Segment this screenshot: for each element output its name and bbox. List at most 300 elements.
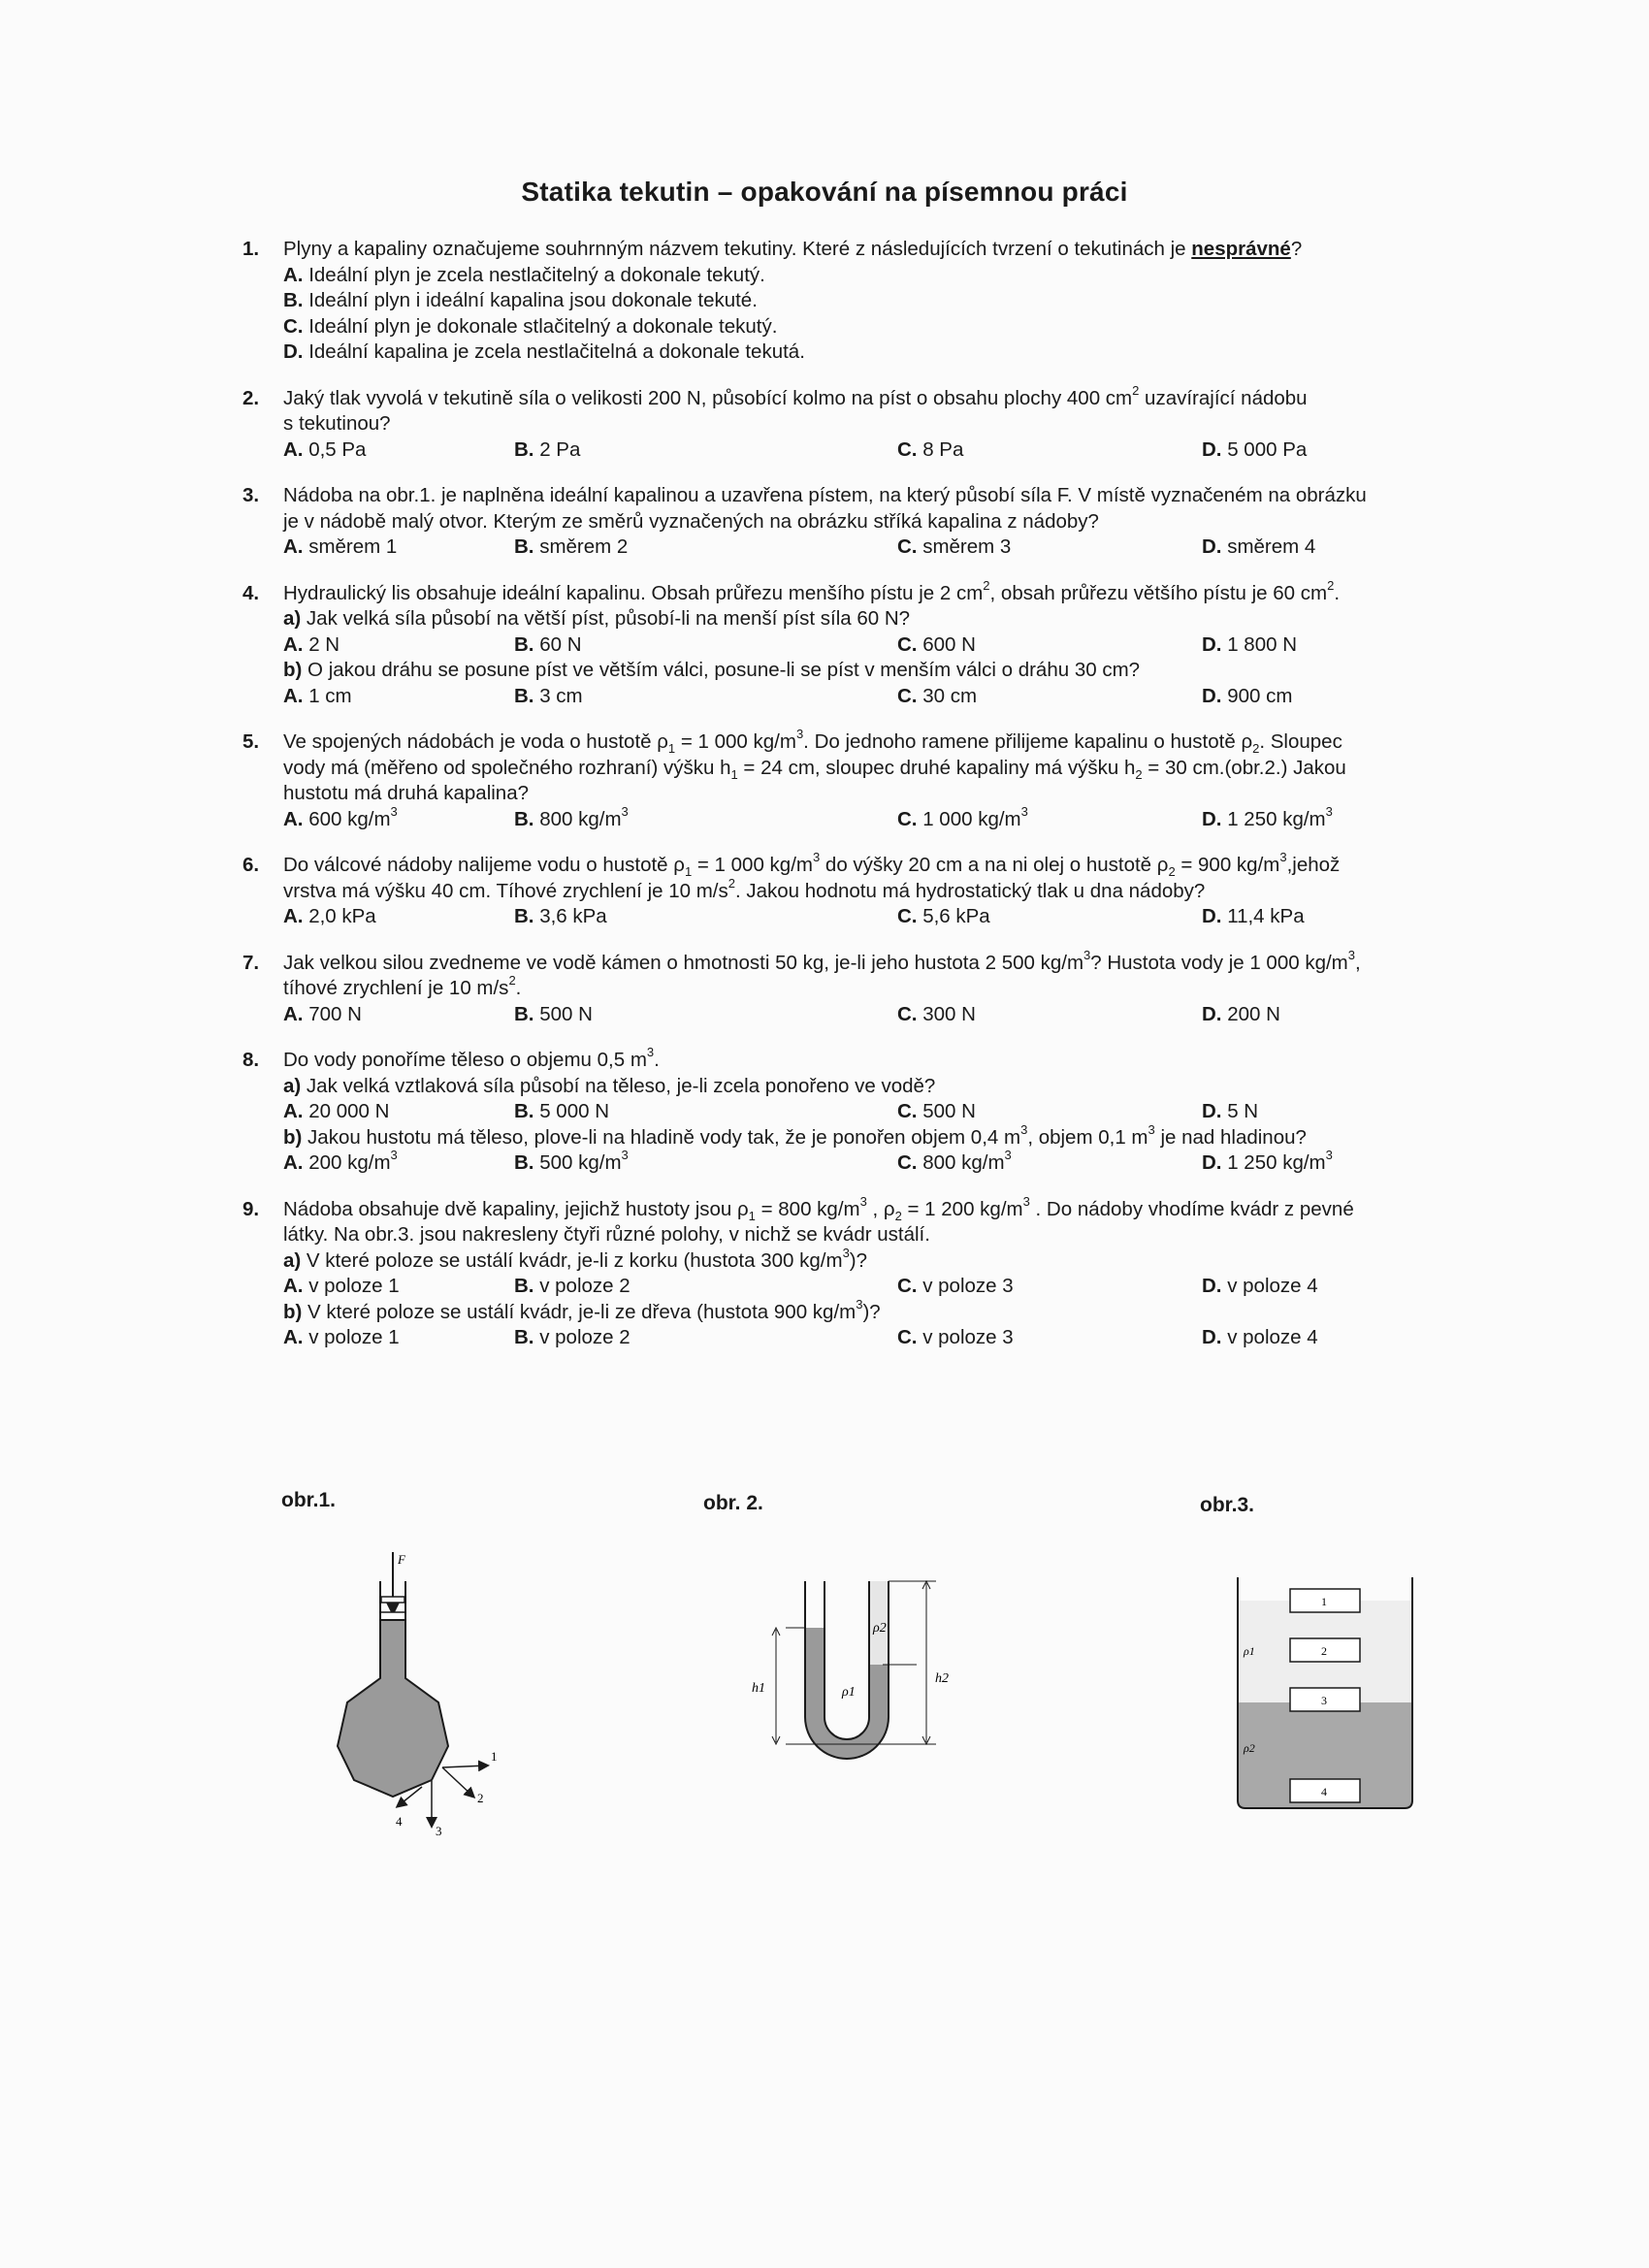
text-segment: 20 000 N [303, 1100, 390, 1122]
option-letter: C. [897, 905, 918, 927]
subscript: 2 [894, 1208, 902, 1223]
superscript: 3 [1325, 803, 1333, 819]
text-segment: uzavírající nádobu [1139, 386, 1308, 409]
question-number: 3. [242, 484, 260, 506]
answer-option-d [1202, 437, 1307, 464]
answer-option-b [514, 684, 583, 710]
text-segment: O jakou dráhu se posune píst ve větším válci, posune-li se píst v menším válci o dráhu 30 cm? [302, 659, 1141, 681]
question-text-line [283, 577, 1494, 607]
question-text-line [283, 729, 1494, 756]
question-text-line [283, 288, 1494, 314]
text-segment: tíhové zrychlení je 10 m/s [283, 977, 509, 999]
direction-1-label: 1 [491, 1749, 498, 1764]
option-letter: B. [514, 905, 534, 927]
text-segment: 800 kg/m [534, 807, 622, 830]
text-segment: Jak velkou silou zvedneme ve vodě kámen o hmotnosti 50 kg, je-li jeho hustota 2 500 kg/m [283, 951, 1084, 974]
question-number: 8. [242, 1049, 260, 1071]
answer-option-b [514, 437, 580, 464]
superscript: 2 [1327, 577, 1335, 593]
text-segment: 8 Pa [917, 437, 964, 461]
text-segment: vrstva má výšku 40 cm. Tíhové zrychlení je 10 m/s [283, 879, 728, 902]
question-text-line [283, 973, 1494, 1002]
option-letter: B. [514, 632, 534, 656]
option-letter: A. [283, 684, 304, 707]
question-text-line [283, 483, 1494, 509]
superscript: 2 [983, 577, 990, 593]
text-segment: v poloze 3 [917, 1326, 1014, 1348]
text-segment: . [515, 977, 522, 999]
text-segment: 30 cm [917, 684, 978, 707]
block-3-label: 3 [1321, 1694, 1327, 1707]
block-2-label: 2 [1321, 1644, 1327, 1658]
answer-option-c [897, 1150, 1012, 1177]
question-text-line [283, 756, 1494, 782]
question-text-line [283, 606, 1494, 632]
answer-option-b [514, 1099, 609, 1125]
option-letter: A. [283, 263, 304, 286]
answer-option-a [283, 1274, 400, 1300]
subscript: 1 [730, 766, 738, 782]
answer-option-d [1202, 1002, 1280, 1028]
direction-4-label: 4 [396, 1814, 403, 1829]
superscript: 3 [390, 803, 398, 819]
text-segment: . Jakou hodnotu má hydrostatický tlak u dna nádoby? [734, 879, 1206, 902]
text-segment: Ideální kapalina je zcela nestlačitelná a dokonale tekutá. [303, 340, 805, 363]
text-segment: Ideální plyn i ideální kapalina jsou dokonale tekuté. [303, 289, 758, 311]
fig3-beaker-diagram [1232, 1571, 1426, 1814]
h2-label: h2 [935, 1671, 949, 1686]
text-segment: 500 kg/m [534, 1151, 622, 1174]
answer-option-b [514, 1325, 630, 1351]
text-segment: Nádoba na obr.1. je naplněna ideální kapalinou a uzavřena pístem, na který působí síla F. V místě vyznačeném na obrázku [283, 484, 1367, 506]
text-segment: . Sloupec [1259, 730, 1342, 753]
text-segment: Plyny a kapaliny označujeme souhrnným názvem tekutiny. Které z následujících tvrzení o tekutinách je [283, 238, 1192, 260]
answer-option-d [1202, 632, 1297, 659]
text-segment: 200 kg/m [303, 1151, 391, 1174]
text-segment: 2 Pa [534, 437, 581, 461]
emphasis-text: nesprávné [1191, 238, 1291, 260]
text-segment: , obsah průřezu většího pístu je 60 cm [989, 581, 1328, 604]
text-segment: ? Hustota vody je 1 000 kg/m [1090, 951, 1348, 974]
answer-option-b [514, 632, 582, 659]
option-letter: D. [1202, 1100, 1222, 1122]
text-segment: . Do jednoho ramene přilijeme kapalinu o hustotě ρ [803, 730, 1253, 753]
text-segment: vody má (měřeno od společného rozhraní) výšku h [283, 756, 731, 779]
question-number: 2. [242, 386, 260, 409]
text-segment: , ρ [866, 1197, 895, 1220]
option-letter: D. [1202, 1151, 1222, 1174]
text-segment: ? [1290, 238, 1303, 260]
option-letter: D. [1202, 437, 1222, 461]
answer-options-row [283, 1150, 1494, 1177]
h1-label: h1 [752, 1681, 765, 1696]
text-segment: = 1 200 kg/m [901, 1197, 1023, 1220]
text-segment: Jaký tlak vyvolá v tekutině síla o velikosti 200 N, působící kolmo na píst o obsahu plochy 400 cm [283, 386, 1133, 409]
superscript: 3 [1325, 1148, 1333, 1163]
option-letter: D. [1202, 1002, 1222, 1025]
page-title: Statika tekutin – opakování na písemnou práci [521, 177, 1128, 207]
answer-option-a [283, 803, 398, 833]
option-letter: A. [283, 632, 304, 656]
option-letter: A. [283, 1002, 304, 1025]
option-letter: A. [283, 535, 304, 558]
superscript: 3 [1083, 947, 1091, 962]
text-segment: = 24 cm, sloupec druhé kapaliny má výšku h [737, 756, 1136, 779]
text-segment: )? [862, 1300, 881, 1323]
option-letter: D. [1202, 807, 1222, 830]
text-segment: v poloze 2 [534, 1275, 630, 1297]
answer-options-row [283, 437, 1494, 464]
text-segment: = 30 cm.(obr.2.) Jakou [1142, 756, 1346, 779]
option-letter: C. [897, 1275, 918, 1297]
question-text-line [283, 411, 1494, 437]
superscript: 3 [621, 803, 629, 819]
question-text-line [283, 1296, 1494, 1326]
question-text-line [283, 850, 1494, 880]
option-letter: B. [514, 535, 534, 558]
text-segment: 5 N [1221, 1100, 1259, 1122]
option-letter: C. [897, 1151, 918, 1174]
superscript: 2 [508, 973, 516, 988]
option-letter: D. [1202, 632, 1222, 656]
text-segment: . Do nádoby vhodíme kvádr z pevné [1029, 1197, 1354, 1220]
answer-option-a [283, 1002, 362, 1028]
option-letter: B. [514, 1151, 534, 1174]
question-text-line [283, 1245, 1494, 1275]
superscript: 2 [728, 875, 735, 891]
text-segment: v poloze 1 [303, 1326, 400, 1348]
direction-1-arrow [442, 1766, 487, 1767]
text-segment: Jak velká síla působí na větší píst, působí-li na menší píst síla 60 N? [301, 607, 911, 630]
option-letter: B. [514, 684, 534, 707]
answer-option-d [1202, 535, 1315, 561]
option-letter: B. [283, 289, 304, 311]
question-text-line [283, 263, 1494, 289]
option-letter: C. [897, 1326, 918, 1348]
question-list [242, 237, 1494, 1372]
text-segment: Ideální plyn je zcela nestlačitelný a dokonale tekutý. [303, 263, 765, 286]
question-3 [242, 483, 1494, 561]
text-segment: 700 N [303, 1002, 362, 1025]
question-text-line [283, 314, 1494, 340]
text-segment: v poloze 1 [303, 1275, 400, 1297]
block-1-label: 1 [1321, 1595, 1327, 1608]
option-letter: A. [283, 1100, 304, 1122]
block-4-label: 4 [1321, 1785, 1327, 1798]
question-1 [242, 237, 1494, 366]
answer-option-c [897, 904, 990, 930]
option-letter: B. [514, 1100, 534, 1122]
option-letter: a) [283, 607, 302, 630]
superscript: 3 [856, 1296, 863, 1312]
text-segment: 900 cm [1221, 684, 1293, 707]
text-segment: 5 000 N [534, 1100, 609, 1122]
direction-2-label: 2 [477, 1791, 484, 1805]
text-segment: je nad hladinou? [1154, 1125, 1307, 1149]
text-segment: do výšky 20 cm a na ni olej o hustotě ρ [820, 854, 1169, 876]
question-text-line [283, 875, 1494, 905]
text-segment: směrem 4 [1221, 535, 1316, 558]
direction-2-arrow [442, 1767, 473, 1797]
rho1-label: ρ1 [1244, 1644, 1255, 1658]
text-segment: 200 N [1221, 1002, 1280, 1025]
answer-option-b [514, 1274, 630, 1300]
question-text-line [283, 1045, 1494, 1074]
text-segment: 500 N [917, 1100, 976, 1122]
option-letter: C. [897, 632, 918, 656]
question-text-line [283, 658, 1494, 684]
answer-option-c [897, 632, 976, 659]
text-segment: . [654, 1049, 660, 1071]
text-segment: Jakou hustotu má těleso, plove-li na hladině vody tak, že je ponořen objem 0,4 m [302, 1125, 1021, 1149]
text-segment: 1 250 kg/m [1221, 807, 1326, 830]
text-segment: 60 N [534, 632, 582, 656]
answer-option-a [283, 1099, 389, 1125]
answer-option-a [283, 684, 352, 710]
option-letter: D. [1202, 1275, 1222, 1297]
text-segment: s tekutinou? [283, 412, 391, 435]
question-7 [242, 947, 1494, 1028]
text-segment: látky. Na obr.3. jsou nakresleny čtyři různé polohy, v nichž se kvádr ustálí. [283, 1223, 930, 1246]
text-segment: 2,0 kPa [303, 905, 376, 927]
option-letter: b) [283, 1300, 303, 1323]
text-segment: 500 N [534, 1002, 593, 1025]
text-segment: Hydraulický lis obsahuje ideální kapalinu. Obsah průřezu menšího pístu je 2 cm [283, 581, 984, 604]
answer-option-d [1202, 1274, 1318, 1300]
subscript: 2 [1135, 766, 1143, 782]
option-letter: D. [283, 340, 304, 363]
text-segment: je v nádobě malý otvor. Kterým ze směrů vyznačených na obrázku stříká kapalina z nádoby? [283, 509, 1099, 533]
superscript: 3 [1004, 1148, 1012, 1163]
superscript: 3 [646, 1045, 655, 1060]
question-text-line [283, 509, 1494, 535]
answer-option-b [514, 803, 629, 833]
text-segment: v poloze 2 [534, 1326, 630, 1348]
answer-option-c [897, 803, 1028, 833]
option-letter: C. [897, 1100, 918, 1122]
option-letter: C. [897, 535, 918, 558]
superscript: 3 [1020, 1121, 1028, 1137]
answer-option-d [1202, 904, 1305, 930]
option-letter: A. [283, 437, 304, 461]
option-letter: C. [897, 807, 918, 830]
piston [380, 1612, 405, 1620]
text-segment: = 900 kg/m [1175, 854, 1280, 876]
answer-options-row [283, 1002, 1494, 1028]
text-segment: 600 kg/m [303, 807, 391, 830]
superscript: 3 [1279, 850, 1287, 865]
text-segment: 2 N [303, 632, 340, 656]
question-6 [242, 850, 1494, 930]
question-number: 7. [242, 951, 260, 974]
text-segment: )? [849, 1248, 868, 1272]
text-segment: v poloze 4 [1221, 1326, 1318, 1348]
text-segment: ,jehož [1286, 854, 1341, 876]
answer-option-c [897, 1274, 1014, 1300]
answer-option-a [283, 437, 366, 464]
answer-option-a [283, 1325, 400, 1351]
subscript: 1 [748, 1208, 756, 1223]
text-segment: V které poloze se ustálí kvádr, je-li ze dřeva (hustota 900 kg/m [302, 1300, 857, 1323]
text-segment: 600 N [917, 632, 976, 656]
answer-option-d [1202, 684, 1292, 710]
text-segment: v poloze 3 [917, 1275, 1014, 1297]
answer-option-a [283, 632, 340, 659]
rho2-label: ρ2 [873, 1621, 887, 1636]
option-letter: A. [283, 807, 304, 830]
answer-option-a [283, 535, 397, 561]
question-text-line [283, 1074, 1494, 1100]
text-segment: 1 000 kg/m [917, 807, 1021, 830]
answer-option-a [283, 904, 376, 930]
question-number: 6. [242, 854, 260, 876]
question-2 [242, 382, 1494, 464]
answer-option-b [514, 1150, 629, 1177]
answer-options-row [283, 1099, 1494, 1125]
option-letter: A. [283, 1275, 304, 1297]
fig2-u-tube-diagram [737, 1571, 1009, 1824]
text-segment: = 1 000 kg/m [692, 854, 813, 876]
rho1-label: ρ1 [842, 1685, 856, 1700]
direction-3-label: 3 [436, 1824, 442, 1838]
option-letter: a) [283, 1248, 302, 1272]
answer-option-a [283, 1150, 398, 1177]
option-letter: D. [1202, 684, 1222, 707]
text-segment: . [1334, 581, 1341, 604]
answer-option-c [897, 535, 1011, 561]
answer-options-row [283, 904, 1494, 930]
answer-option-c [897, 1099, 976, 1125]
text-segment: 0,5 Pa [303, 437, 367, 461]
text-segment: 1 800 N [1221, 632, 1297, 656]
option-letter: A. [283, 1326, 304, 1348]
subscript: 2 [1168, 864, 1176, 880]
text-segment: Do vody ponoříme těleso o objemu 0,5 m [283, 1049, 647, 1071]
force-label: F [398, 1552, 405, 1567]
subscript: 1 [667, 741, 676, 757]
text-segment: V které poloze se ustálí kvádr, je-li z korku (hustota 300 kg/m [301, 1248, 843, 1272]
answer-options-row [283, 535, 1494, 561]
question-number: 1. [242, 238, 260, 260]
question-text-line [283, 1222, 1494, 1248]
option-letter: B. [514, 807, 534, 830]
text-segment: 1 cm [303, 684, 352, 707]
text-segment: = 1 000 kg/m [675, 730, 796, 753]
text-segment: Nádoba obsahuje dvě kapaliny, jejichž hustoty jsou ρ [283, 1197, 749, 1220]
question-text-line [283, 947, 1494, 977]
superscript: 2 [1132, 382, 1140, 398]
answer-option-c [897, 1325, 1014, 1351]
option-letter: D. [1202, 1326, 1222, 1348]
question-text-line [283, 781, 1494, 807]
answer-option-d [1202, 1325, 1318, 1351]
piston-rod [381, 1597, 404, 1603]
superscript: 3 [1022, 1193, 1030, 1209]
option-letter: C. [897, 437, 918, 461]
answer-options-row [283, 684, 1494, 710]
text-segment: 300 N [917, 1002, 976, 1025]
answer-option-d [1202, 1150, 1333, 1177]
question-5 [242, 729, 1494, 832]
question-8 [242, 1045, 1494, 1177]
option-letter: B. [514, 1002, 534, 1025]
option-letter: D. [1202, 905, 1222, 927]
text-segment: hustotu má druhá kapalina? [283, 782, 530, 804]
text-segment: 1 250 kg/m [1221, 1151, 1326, 1174]
text-segment: 800 kg/m [917, 1151, 1005, 1174]
option-letter: B. [514, 1326, 534, 1348]
text-segment: 11,4 kPa [1221, 905, 1305, 927]
option-letter: B. [514, 437, 534, 461]
rho2-label: ρ2 [1244, 1741, 1255, 1755]
answer-option-d [1202, 803, 1333, 833]
option-letter: C. [897, 684, 918, 707]
option-letter: a) [283, 1074, 302, 1097]
answer-options-row [283, 1274, 1494, 1300]
option-letter: A. [283, 905, 304, 927]
text-segment: Ideální plyn je dokonale stlačitelný a dokonale tekutý. [303, 314, 778, 338]
question-9 [242, 1193, 1494, 1351]
option-letter: C. [897, 1002, 918, 1025]
text-segment: = 800 kg/m [755, 1197, 860, 1220]
vessel-body [338, 1620, 448, 1797]
question-number: 5. [242, 730, 260, 753]
question-number: 4. [242, 581, 260, 604]
fig3-label: obr.3. [1200, 1494, 1255, 1516]
answer-options-row [283, 1325, 1494, 1351]
u-tube-inner [824, 1581, 869, 1739]
question-text-line [283, 340, 1494, 366]
question-text-line [283, 237, 1494, 263]
superscript: 3 [390, 1148, 398, 1163]
text-segment: v poloze 4 [1221, 1275, 1318, 1297]
text-segment: Do válcové nádoby nalijeme vodu o hustotě ρ [283, 854, 685, 876]
fig2-label: obr. 2. [703, 1492, 763, 1514]
text-segment: 5,6 kPa [917, 905, 990, 927]
text-segment: Jak velká vztlaková síla působí na těleso, je-li zcela ponořeno ve vodě? [301, 1074, 936, 1097]
answer-options-row [283, 803, 1494, 833]
text-segment: směrem 1 [303, 535, 398, 558]
question-4 [242, 577, 1494, 710]
subscript: 1 [684, 864, 693, 880]
answer-options-row [283, 632, 1494, 659]
option-letter: B. [514, 1275, 534, 1297]
superscript: 3 [795, 727, 804, 742]
question-number: 9. [242, 1197, 260, 1220]
option-letter: C. [283, 314, 304, 338]
superscript: 3 [621, 1148, 629, 1163]
superscript: 3 [859, 1193, 867, 1209]
text-segment: směrem 2 [534, 535, 629, 558]
text-segment: , objem 0,1 m [1027, 1125, 1148, 1149]
option-letter: A. [283, 1151, 304, 1174]
question-text-line [283, 1121, 1494, 1151]
answer-option-b [514, 535, 628, 561]
question-text-line [283, 382, 1494, 412]
text-segment: Ve spojených nádobách je voda o hustotě ρ [283, 730, 668, 753]
answer-option-b [514, 1002, 593, 1028]
text-segment: 3,6 kPa [534, 905, 607, 927]
question-text-line [283, 1193, 1494, 1223]
superscript: 3 [812, 850, 821, 865]
answer-option-c [897, 437, 963, 464]
answer-option-b [514, 904, 607, 930]
answer-option-c [897, 1002, 976, 1028]
option-letter: b) [283, 659, 303, 681]
superscript: 3 [1347, 947, 1355, 962]
superscript: 3 [1020, 803, 1028, 819]
text-segment: 3 cm [534, 684, 583, 707]
